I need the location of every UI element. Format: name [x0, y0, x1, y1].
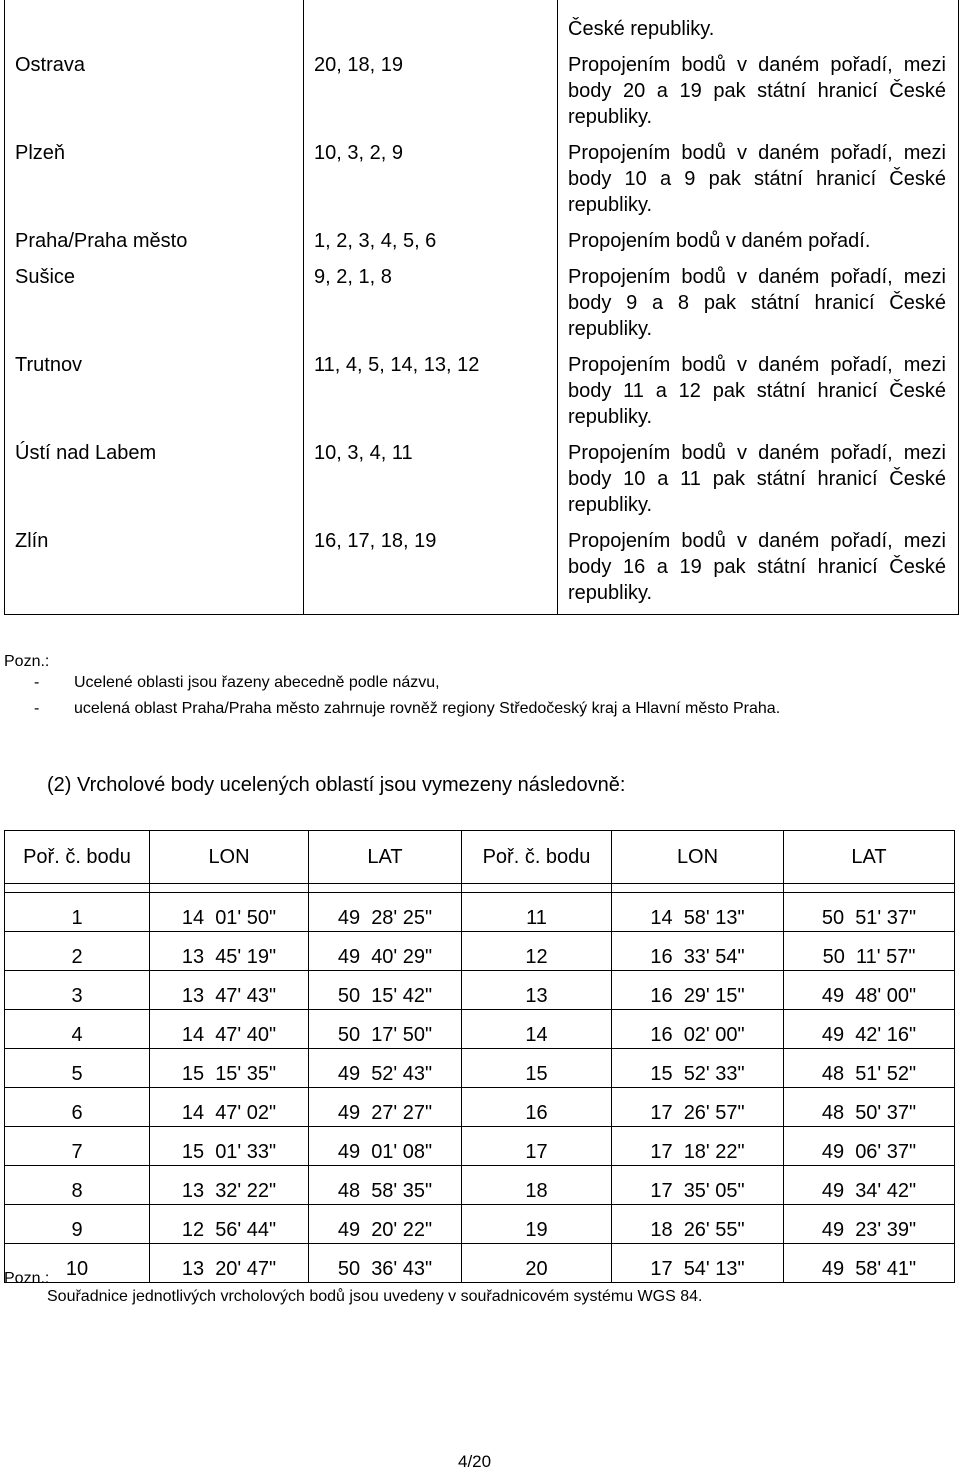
note-list — [4, 672, 780, 720]
note-label: Pozn.: — [4, 1270, 50, 1287]
region-name: Ostrava — [5, 50, 304, 138]
point-number: 1 — [5, 893, 150, 932]
table-header-row — [5, 831, 955, 884]
region-description: Propojením bodů v daném pořadí, mezi body 11 a 12 pak státní hranicí České republiky. — [558, 350, 959, 438]
table-row — [5, 1244, 955, 1283]
region-description: Propojením bodů v daném pořadí, mezi body 10 a 9 pak státní hranicí České republiky. — [558, 138, 959, 226]
lat-value: 49 42' 16" — [784, 1010, 955, 1049]
table-row — [5, 50, 959, 138]
lon-value: 16 33' 54" — [612, 932, 784, 971]
table-row — [5, 438, 959, 526]
lat-value: 49 06' 37" — [784, 1127, 955, 1166]
lon-value: 14 58' 13" — [612, 893, 784, 932]
region-points: 16, 17, 18, 19 — [304, 526, 558, 615]
point-number: 2 — [5, 932, 150, 971]
region-name: Ústí nad Labem — [5, 438, 304, 526]
point-number: 9 — [5, 1205, 150, 1244]
region-name: Sušice — [5, 262, 304, 350]
table-row — [5, 932, 955, 971]
lat-value: 49 01' 08" — [309, 1127, 462, 1166]
lon-value: 13 45' 19" — [150, 932, 309, 971]
region-points: 9, 2, 1, 8 — [304, 262, 558, 350]
point-number: 3 — [5, 971, 150, 1010]
region-name: Praha/Praha město — [5, 226, 304, 262]
note-text: Souřadnice jednotlivých vrcholových bodů jsou uvedeny v souřadnicovém systému WGS 84. — [47, 1288, 703, 1305]
point-number: 4 — [5, 1010, 150, 1049]
table-row — [5, 1088, 955, 1127]
lat-value: 48 50' 37" — [784, 1088, 955, 1127]
region-name: Zlín — [5, 526, 304, 615]
region-points: 20, 18, 19 — [304, 50, 558, 138]
col-header-lat: LAT — [309, 831, 462, 884]
col-header-point: Poř. č. bodu — [5, 831, 150, 884]
lon-value: 13 32' 22" — [150, 1166, 309, 1205]
table-row — [5, 138, 959, 226]
point-number: 12 — [462, 932, 612, 971]
point-number: 10 — [5, 1244, 150, 1283]
table-row — [5, 350, 959, 438]
point-number: 18 — [462, 1166, 612, 1205]
lat-value: 49 40' 29" — [309, 932, 462, 971]
lat-value: 49 27' 27" — [309, 1088, 462, 1127]
table-row — [5, 893, 955, 932]
region-description: Propojením bodů v daném pořadí, mezi body 10 a 11 pak státní hranicí České republiky. — [558, 438, 959, 526]
lat-value: 49 20' 22" — [309, 1205, 462, 1244]
table-row — [5, 971, 955, 1010]
lon-value: 14 47' 40" — [150, 1010, 309, 1049]
page-number: 4/20 — [458, 1452, 492, 1471]
lat-value: 49 23' 39" — [784, 1205, 955, 1244]
lon-value: 14 47' 02" — [150, 1088, 309, 1127]
region-name — [5, 0, 304, 50]
lat-value: 49 34' 42" — [784, 1166, 955, 1205]
point-number: 16 — [462, 1088, 612, 1127]
coordinates-body — [5, 884, 955, 1283]
region-name: Plzeň — [5, 138, 304, 226]
point-number: 15 — [462, 1049, 612, 1088]
table-row — [5, 262, 959, 350]
region-points: 11, 4, 5, 14, 13, 12 — [304, 350, 558, 438]
lon-value: 13 47' 43" — [150, 971, 309, 1010]
lon-value: 15 15' 35" — [150, 1049, 309, 1088]
point-number: 7 — [5, 1127, 150, 1166]
point-number: 14 — [462, 1010, 612, 1049]
lat-value: 48 58' 35" — [309, 1166, 462, 1205]
note-text: Ucelené oblasti jsou řazeny abecedně podle názvu, — [74, 674, 440, 691]
region-points — [304, 0, 558, 50]
region-description: Propojením bodů v daném pořadí, mezi body 16 a 19 pak státní hranicí České republiky. — [558, 526, 959, 615]
lon-value: 14 01' 50" — [150, 893, 309, 932]
lat-value: 49 52' 43" — [309, 1049, 462, 1088]
table-row — [5, 1166, 955, 1205]
table-row — [5, 0, 959, 50]
lon-value: 17 26' 57" — [612, 1088, 784, 1127]
lat-value: 50 17' 50" — [309, 1010, 462, 1049]
note-text: ucelená oblast Praha/Praha město zahrnuje rovněž regiony Středočeský kraj a Hlavní město Praha. — [74, 700, 781, 717]
region-description: Propojením bodů v daném pořadí, mezi body 9 a 8 pak státní hranicí České republiky. — [558, 262, 959, 350]
col-header-lat: LAT — [784, 831, 955, 884]
lon-value: 17 18' 22" — [612, 1127, 784, 1166]
lon-value: 18 26' 55" — [612, 1205, 784, 1244]
point-number: 5 — [5, 1049, 150, 1088]
point-number: 11 — [462, 893, 612, 932]
point-number: 6 — [5, 1088, 150, 1127]
region-points: 10, 3, 4, 11 — [304, 438, 558, 526]
lon-value: 16 02' 00" — [612, 1010, 784, 1049]
point-number: 13 — [462, 971, 612, 1010]
lat-value: 50 15' 42" — [309, 971, 462, 1010]
col-header-lon: LON — [150, 831, 309, 884]
lon-value: 16 29' 15" — [612, 971, 784, 1010]
lat-value: 50 11' 57" — [784, 932, 955, 971]
lat-value: 49 58' 41" — [784, 1244, 955, 1283]
table-row — [5, 1127, 955, 1166]
list-dash: - — [34, 700, 40, 717]
regions-table — [4, 0, 959, 615]
lon-value: 17 35' 05" — [612, 1166, 784, 1205]
lon-value: 17 54' 13" — [612, 1244, 784, 1283]
lon-value: 15 01' 33" — [150, 1127, 309, 1166]
region-description: České republiky. — [558, 0, 959, 50]
point-number: 19 — [462, 1205, 612, 1244]
table-row — [5, 1010, 955, 1049]
lon-value: 15 52' 33" — [612, 1049, 784, 1088]
region-description: Propojením bodů v daném pořadí. — [558, 226, 959, 262]
region-points: 10, 3, 2, 9 — [304, 138, 558, 226]
table-row — [5, 226, 959, 262]
lat-value: 49 28' 25" — [309, 893, 462, 932]
section-heading: (2) Vrcholové body ucelených oblastí jsou vymezeny následovně: — [47, 774, 626, 796]
region-points: 1, 2, 3, 4, 5, 6 — [304, 226, 558, 262]
lat-value: 50 36' 43" — [309, 1244, 462, 1283]
list-dash: - — [34, 674, 40, 691]
lat-value: 50 51' 37" — [784, 893, 955, 932]
lon-value: 12 56' 44" — [150, 1205, 309, 1244]
point-number: 17 — [462, 1127, 612, 1166]
point-number: 20 — [462, 1244, 612, 1283]
lat-value: 49 48' 00" — [784, 971, 955, 1010]
col-header-lon: LON — [612, 831, 784, 884]
table-row — [5, 1205, 955, 1244]
point-number: 8 — [5, 1166, 150, 1205]
table-row — [5, 1049, 955, 1088]
list-item — [4, 698, 780, 720]
spacer-row — [5, 884, 955, 893]
table-row — [5, 526, 959, 615]
list-item — [4, 672, 780, 698]
region-description: Propojením bodů v daném pořadí, mezi body 20 a 19 pak státní hranicí České republiky. — [558, 50, 959, 138]
coordinates-table — [4, 830, 955, 1283]
region-name: Trutnov — [5, 350, 304, 438]
lon-value: 13 20' 47" — [150, 1244, 309, 1283]
note-label: Pozn.: — [4, 653, 50, 670]
lat-value: 48 51' 52" — [784, 1049, 955, 1088]
col-header-point: Poř. č. bodu — [462, 831, 612, 884]
